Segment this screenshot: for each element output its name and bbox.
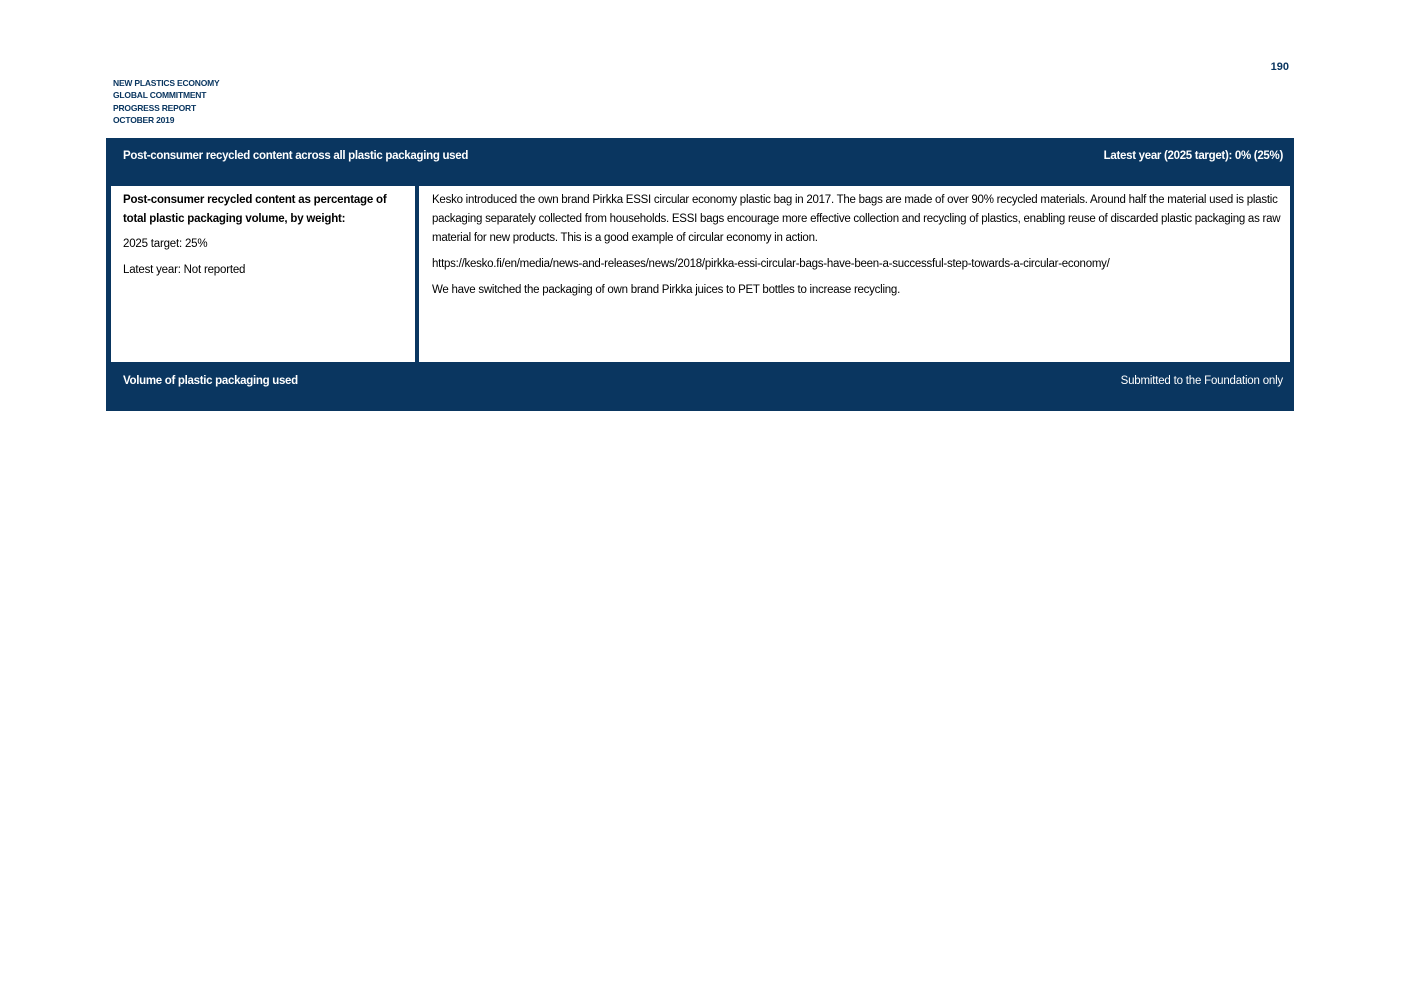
report-header-line-4: OCTOBER 2019: [113, 114, 175, 125]
source-link[interactable]: https://kesko.fi/en/media/news-and-releases/news/2018/pirkka-essi-circular-bags-have-been-a-successful-step-towards-a-circular-economy/: [432, 258, 1110, 270]
panel-title: Post-consumer recycled content across all plastic packaging used: [123, 150, 469, 162]
metric-cell: [111, 186, 415, 362]
latest-year-value: Latest year: Not reported: [123, 264, 246, 276]
panel-footer-row: [106, 362, 1294, 411]
report-header-line-2: GLOBAL COMMITMENT: [113, 90, 207, 101]
description-paragraph-2: We have switched the packaging of own brand Pirkka juices to PET bottles to increase recycling.: [432, 284, 901, 296]
description-cell: [419, 186, 1290, 362]
description-paragraph: Kesko introduced the own brand Pirkka ESSI circular economy plastic bag in 2017. The bags are made of over 90% recycled materials. Around half the material used is plastic packaging separately collected from households. ESSI bags encourage more effective collection and recycling of plastics, enabling reuse of discarded plastic packaging as raw material for new products. This is a good example of circular economy in action.: [432, 194, 1281, 244]
target-value: 2025 target: 25%: [123, 238, 208, 250]
panel-title-row: [106, 138, 1294, 184]
commitment-panel: [106, 138, 1294, 411]
metric-label: Post-consumer recycled content as percentage of total plastic packaging volume, by weight:: [123, 194, 387, 225]
footer-title: Volume of plastic packaging used: [123, 375, 298, 387]
report-header: [113, 77, 220, 126]
footer-status: Submitted to the Foundation only: [1120, 375, 1283, 387]
report-header-line-3: PROGRESS REPORT: [113, 102, 196, 113]
panel-status: Latest year (2025 target): 0% (25%): [1103, 150, 1283, 162]
page-number: 190: [1270, 61, 1289, 73]
report-header-line-1: NEW PLASTICS ECONOMY: [113, 78, 220, 88]
